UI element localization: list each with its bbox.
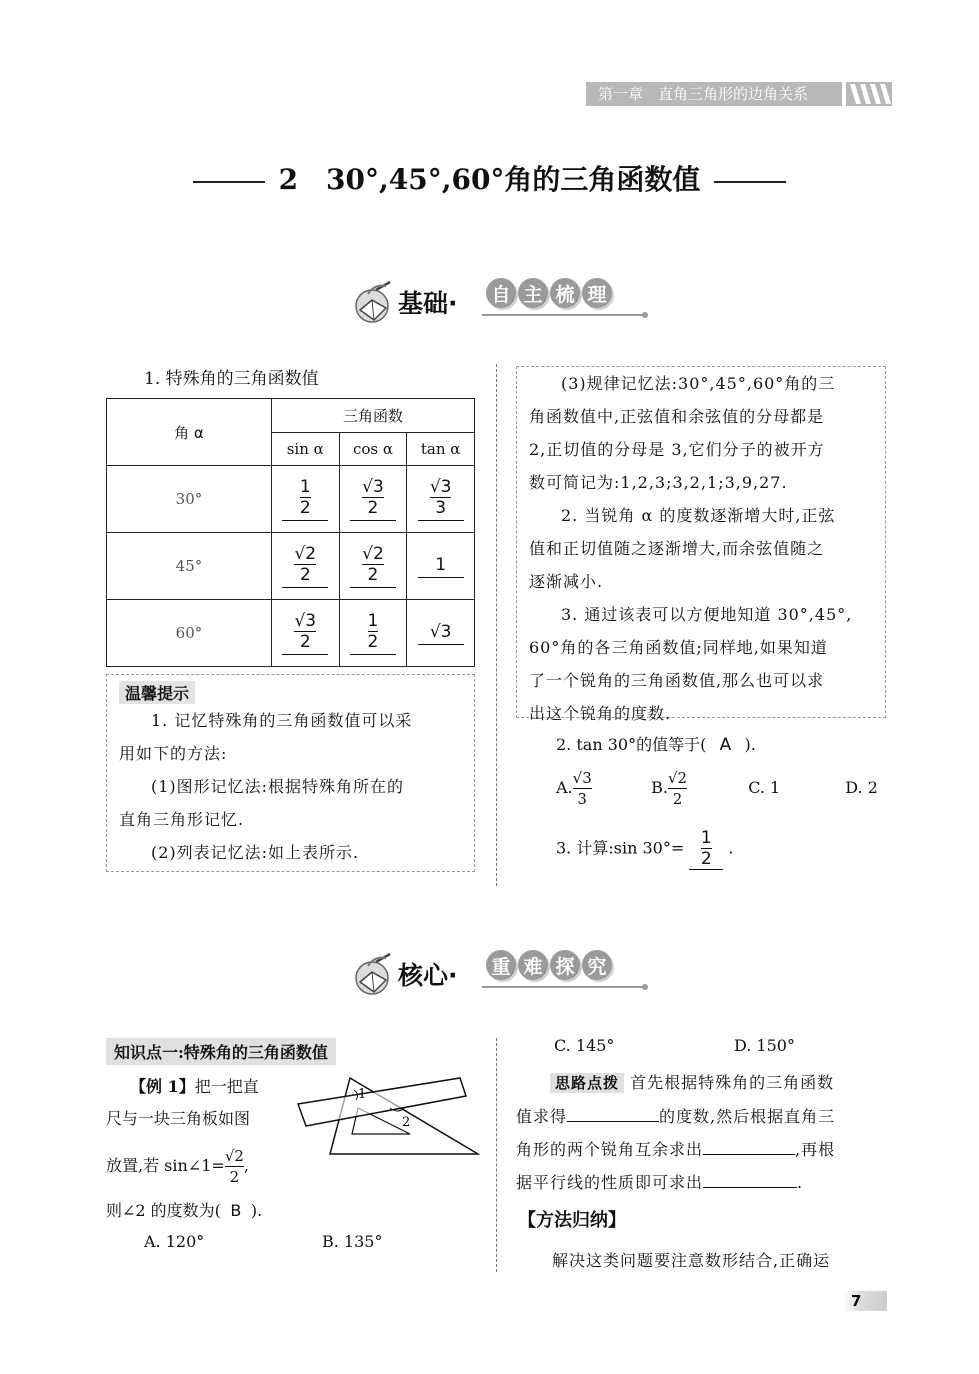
tip-title: 温馨提示 (119, 681, 195, 704)
box-line: 3. 通过该表可以方便地知道 30°,45°, (561, 605, 853, 624)
column-divider (496, 364, 497, 886)
col-tan: tan α (407, 433, 475, 466)
col-cos: cos α (339, 433, 407, 466)
knowledge-point-title: 知识点一:特殊角的三角函数值 (106, 1038, 336, 1065)
box-line: 值和正切值随之逐渐增大,而余弦值随之 (529, 539, 825, 558)
column-divider-bottom (496, 1038, 497, 1272)
tip-box (106, 674, 475, 872)
q2-option-d: D. 2 (845, 778, 878, 797)
title-text: 2 30°,45°,60°角的三角函数值 (278, 163, 701, 196)
q2-answer: A (719, 735, 732, 755)
tip-line: 直角三角形记忆. (119, 810, 245, 829)
section1-underline (482, 314, 644, 316)
tip-line: 1. 记忆特殊角的三角函数值可以采 (151, 711, 413, 730)
q1-heading: 1. 特殊角的三角函数值 (144, 369, 319, 389)
trig-value-table (106, 398, 475, 667)
box-line: 2. 当锐角 α 的度数逐渐增大时,正弦 (561, 506, 836, 525)
subtitle-char: 究 (582, 950, 612, 980)
subtitle-char: 主 (518, 278, 548, 308)
blank-3 (703, 1187, 797, 1188)
angle-header: 角 α (107, 399, 272, 466)
value-cell: $\frac{√2}{2}$ (271, 533, 339, 600)
box-line: (3)规律记忆法:30°,45°,60°角的三 (561, 374, 836, 393)
section2-title: 核心· (398, 961, 458, 990)
example-line2: 尺与一块三角板如图 (106, 1109, 251, 1128)
box-line: 了一个锐角的三角函数值,那么也可以求 (529, 671, 825, 690)
box-line: 出这个锐角的度数. (529, 704, 672, 723)
box-line: 数可简记为:1,2,3;3,2,1;3,9,27. (529, 473, 788, 492)
section2-subtitle (486, 950, 612, 980)
method-title: 【方法归纳】 (518, 1210, 626, 1231)
box-line: 60°角的各三角函数值;同样地,如果知道 (529, 638, 828, 657)
blank-1 (567, 1121, 659, 1122)
q2-stem: 2. tan 30°的值等于( A ). (556, 735, 756, 755)
fig-label-2: 2 (402, 1115, 411, 1130)
section-header-core (354, 950, 654, 1004)
value-cell: 1 (407, 533, 475, 600)
section-header-basics (354, 278, 654, 332)
box-line: 角函数值中,正弦值和余弦值的分母都是 (529, 407, 825, 426)
subtitle-char: 梳 (550, 278, 580, 308)
q2-option-b: B. $\frac{√2}{2}$ (651, 769, 688, 808)
box-line: 2,正切值的分母是 3,它们分子的被开方 (529, 440, 825, 459)
section1-title: 基础· (398, 289, 458, 318)
title-dash-left (193, 181, 265, 183)
example-line4: 则∠2 的度数为( B ). (106, 1201, 263, 1220)
subtitle-char: 难 (518, 950, 548, 980)
subtitle-char: 重 (486, 950, 516, 980)
value-cell: √3 (407, 600, 475, 667)
angle-cell: 45° (107, 533, 272, 600)
func-header: 三角函数 (271, 399, 474, 433)
hint-label: 思路点拨 (550, 1073, 624, 1093)
tip-line: 用如下的方法: (119, 744, 228, 763)
q3-answer: $\frac{1}{2}$ (700, 828, 712, 869)
example-option-d: D. 150° (734, 1036, 795, 1055)
page-title (0, 158, 979, 198)
chapter-header: 第一章 直角三角形的边角关系 (586, 82, 842, 106)
memory-method-box (516, 366, 886, 723)
value-cell: $\frac{1}{2}$ (339, 600, 407, 667)
box-line: 逐渐减小. (529, 572, 604, 591)
example-option-b: B. 135° (322, 1232, 383, 1251)
q2-option-c: C. 1 (748, 778, 781, 797)
tip-line: (1)图形记忆法:根据特殊角所在的 (151, 777, 405, 796)
example-line3: 放置,若 sin∠1= $\frac{√2}{2}$ , (106, 1147, 250, 1186)
subtitle-char: 自 (486, 278, 516, 308)
page-number: 7 (843, 1291, 887, 1311)
value-cell: $\frac{1}{2}$ (271, 466, 339, 533)
book-pen-icon (354, 280, 394, 324)
tip-line: (2)列表记忆法:如上表所示. (151, 843, 360, 862)
col-sin: sin α (271, 433, 339, 466)
header-slashes-decoration (846, 80, 892, 106)
q2-options (556, 768, 878, 809)
blank-2 (703, 1154, 795, 1155)
example-answer: B (230, 1201, 242, 1220)
title-dash-right (714, 181, 786, 183)
example-option-a: A. 120° (144, 1232, 205, 1251)
section2-underline (482, 986, 644, 988)
book-pen-icon (354, 952, 394, 996)
q3: 3. 计算:sin 30°= $\frac{1}{2}$ . (556, 828, 734, 869)
example-line1: 【例 1】把一把直 (130, 1077, 259, 1096)
section1-subtitle (486, 278, 612, 308)
ruler-triangle-figure (290, 1070, 480, 1160)
q2-option-a: A. $\frac{√3}{3}$ (556, 769, 592, 808)
subtitle-char: 探 (550, 950, 580, 980)
angle-cell: 60° (107, 600, 272, 667)
method-text: 解决这类问题要注意数形结合,正确运 (552, 1251, 831, 1270)
example-option-c: C. 145° (554, 1036, 615, 1055)
angle-cell: 30° (107, 466, 272, 533)
fig-label-1: 1 (358, 1087, 367, 1102)
ruler (298, 1078, 466, 1126)
hint-paragraph: 思路点拨 首先根据特殊角的三角函数 值求得 的度数,然后根据直角三 角形的两个锐角互余求出 ,再根 据平行线的性质即可求出 . (516, 1073, 836, 1192)
subtitle-char: 理 (582, 278, 612, 308)
value-cell: $\frac{√3}{2}$ (339, 466, 407, 533)
value-cell: $\frac{√3}{3}$ (407, 466, 475, 533)
value-cell: $\frac{√3}{2}$ (271, 600, 339, 667)
value-cell: $\frac{√2}{2}$ (339, 533, 407, 600)
